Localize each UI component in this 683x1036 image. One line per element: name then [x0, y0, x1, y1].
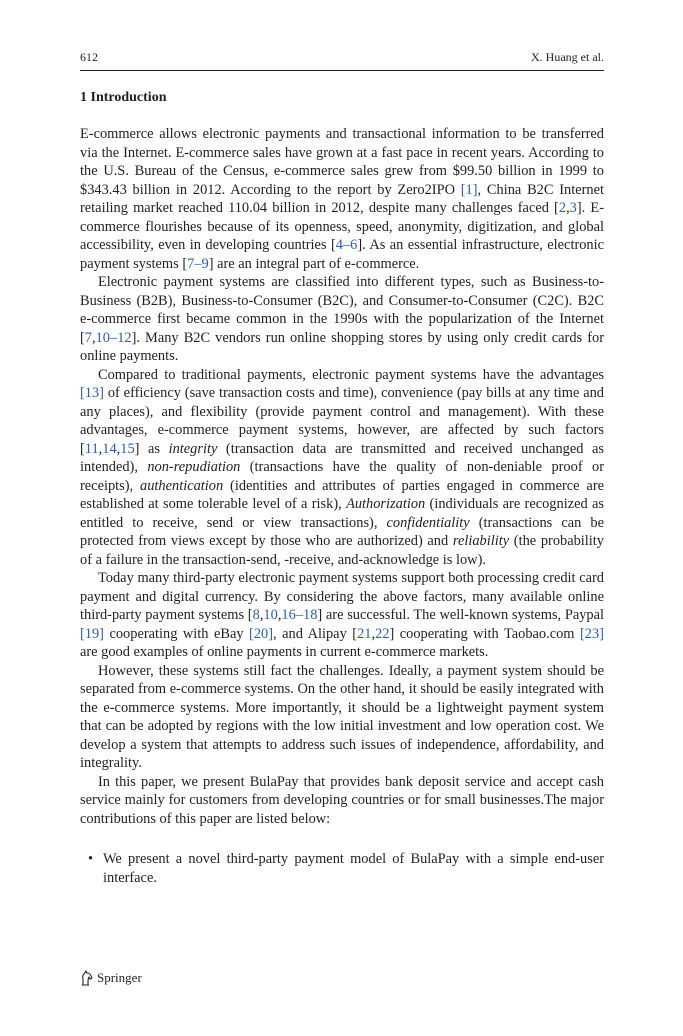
citation-link[interactable]: 4–6	[335, 237, 358, 253]
paragraph-1: E-commerce allows electronic payments and transactional information to be transferred via the Internet. E-commerce sales have grown at a fast pace in recent years. According to the U.S. Bureau of the Census, e-commerce sales grew from $99.50 billion in 1999 to $343.43 billion in 2012. According to the report by Zero2IPO [1], China B2C Internet retailing market reached 110.04 billion in 2012, despite many challenges faced [2,3]. E-commerce flourishes because of its openness, speed, anonymity, digitization, and global accessibility, even in developing countries [4–6]. As an essential infrastructure, electronic payment systems [7–9] are an integral part of e-commerce.	[80, 126, 605, 272]
header-rule	[80, 70, 604, 71]
citation-link[interactable]: 14	[102, 440, 117, 457]
term-confidentiality: confidentiality	[386, 514, 470, 531]
citation-link[interactable]: [23]	[580, 625, 604, 642]
citation-link[interactable]: 10–12	[95, 329, 132, 346]
term-reliability: reliability	[452, 533, 510, 549]
citation-link[interactable]: 3	[569, 200, 577, 216]
citation-link[interactable]: 10	[263, 607, 278, 623]
citation-link[interactable]: [20]	[249, 625, 274, 642]
publisher-footer	[80, 970, 142, 986]
citation-link[interactable]: [1]	[460, 181, 478, 198]
publisher-name: Springer	[97, 970, 142, 985]
citation-link[interactable]: 2	[558, 200, 567, 216]
paragraph-6: In this paper, we present BulaPay that provides bank deposit service and accept cash service mainly for customers from developing countries or for small businesses.The major contributions of this paper are listed below:	[80, 773, 604, 827]
citation-link[interactable]: [13]	[80, 385, 104, 401]
page-number: 612	[80, 50, 98, 64]
contribution-list	[80, 850, 604, 887]
term-integrity: integrity	[168, 440, 218, 457]
citation-link[interactable]: 7–9	[187, 255, 209, 272]
springer-horse-icon	[80, 970, 94, 986]
running-header	[80, 50, 604, 68]
term-authentication: authentication	[140, 477, 224, 494]
term-non-repudiation: non-repudiation	[147, 459, 241, 475]
citation-link[interactable]: 15	[120, 440, 135, 457]
citation-link[interactable]: 11	[84, 440, 99, 457]
bullet-icon: •	[88, 851, 94, 867]
citation-link[interactable]: 22	[375, 625, 390, 642]
paragraph-3: Compared to traditional payments, electronic payment systems have the advantages [13] of efficiency (save transaction costs and time), convenience (pay bills at any time and any places), and flexibility (provide payment control and management). With these advantages, e-commerce payment systems, however, are affected by such factors [11,14,15] as integrity (transaction data are transmitted and received unchanged as intended), non-repudiation (transactions have the quality of non-deniable proof or receipts), authentication (identities and attributes of parties engaged in commerce are established at some tolerable level of a risk), Authorization (individuals are recognized as entitled to receive, send or view transactions), confidentiality (transactions can be protected from views except by those who are authorized) and reliability (the probability of a failure in the transaction-send, -receive, and-acknowledge is low).	[80, 366, 605, 568]
citation-link[interactable]: 21	[357, 625, 372, 642]
list-item: • We present a novel third-party payment model of BulaPay with a simple end-user interface.	[88, 851, 604, 886]
paragraph-5: However, these systems still fact the challenges. Ideally, a payment system should be separated from e-commerce systems. On the other hand, it should be easily integrated with the e-commerce systems. More importantly, it should be a lightweight payment system that can be adopted by regions with the low initial investment and low operation cost. We develop a system that attempts to address such issues of independence, affordability, and integrality.	[80, 662, 604, 771]
citation-link[interactable]: 7	[84, 329, 92, 346]
citation-link[interactable]: 16–18	[281, 607, 318, 623]
paragraph-2: Electronic payment systems are classified into different types, such as Business-to-Business (B2B), Business-to-Consumer (B2C), and Consumer-to-Consumer (C2C). B2C e-commerce first became common in the 1990s with the popularization of the Internet [7,10–12]. Many B2C vendors run online shopping stores by using only credit cards for online payments.	[80, 274, 604, 364]
section-title: 1 Introduction	[80, 90, 167, 105]
running-authors: X. Huang et al.	[531, 50, 604, 64]
paragraph-4: Today many third-party electronic payment systems support both processing credit card payment and digital currency. By considering the above factors, many available online third-party payment systems [8,10,16–18] are successful. The well-known systems, Paypal [19] cooperating with eBay [20], and Alipay [21,22] cooperating with Taobao.com [23] are good examples of online payments in current e-commerce markets.	[80, 570, 604, 660]
body-text	[80, 125, 604, 887]
term-authorization: Authorization	[346, 496, 426, 512]
citation-link[interactable]: 8	[252, 607, 260, 623]
citation-link[interactable]: [19]	[80, 625, 104, 642]
